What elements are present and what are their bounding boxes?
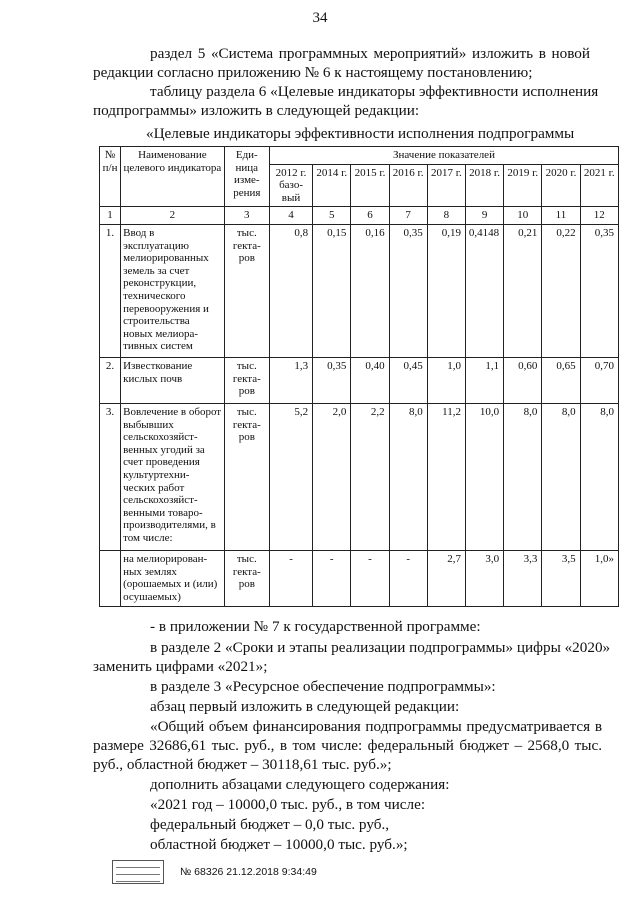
column-number: 3	[224, 207, 269, 225]
row-value: 0,70	[580, 357, 618, 403]
row-value: 0,45	[389, 357, 427, 403]
row-value: 2,7	[427, 550, 465, 606]
row-value: 0,19	[427, 224, 465, 357]
row-value: 0,4148	[465, 224, 503, 357]
after-line-6: «Общий объем финансирования подпрограммы предусматривается в	[150, 718, 602, 735]
table-row	[100, 224, 619, 357]
row-value: -	[351, 550, 389, 606]
column-number: 5	[313, 207, 351, 225]
page-number: 34	[312, 10, 328, 26]
after-line-1: - в приложении № 7 к государственной программе:	[150, 618, 481, 635]
row-value: -	[313, 550, 351, 606]
after-line-3: заменить цифрами «2021»;	[93, 658, 268, 675]
registration-stamp-icon	[112, 860, 164, 884]
row-value: 0,35	[313, 357, 351, 403]
row-value: 0,15	[313, 224, 351, 357]
header-values: Значение показателей	[269, 147, 618, 165]
after-line-10: «2021 год – 10000,0 тыс. руб., в том числе:	[150, 796, 426, 813]
header-name: Наименование целевого индикатора	[121, 147, 225, 207]
after-line-5: абзац первый изложить в следующей редакции:	[150, 698, 460, 715]
row-value: 0,16	[351, 224, 389, 357]
table-row	[100, 403, 619, 550]
row-value: 8,0	[542, 403, 580, 550]
row-value: 0,8	[269, 224, 312, 357]
row-value: 0,22	[542, 224, 580, 357]
row-value: 8,0	[580, 403, 618, 550]
row-value: 0,60	[504, 357, 542, 403]
year-header: 2017 г.	[427, 164, 465, 207]
after-line-2: в разделе 2 «Сроки и этапы реализации подпрограммы» цифры «2020»	[150, 639, 611, 656]
row-num: 2.	[100, 357, 121, 403]
row-value: 10,0	[465, 403, 503, 550]
header-unit: Еди-ница изме-рения	[224, 147, 269, 207]
intro-line-3: таблицу раздела 6 «Целевые индикаторы эффективности исполнения	[150, 83, 599, 100]
row-value: 0,35	[389, 224, 427, 357]
column-number: 11	[542, 207, 580, 225]
row-unit: тыс. гекта-ров	[224, 403, 269, 550]
column-number: 9	[465, 207, 503, 225]
after-line-4: в разделе 3 «Ресурсное обеспечение подпрограммы»:	[150, 678, 496, 695]
row-value: 11,2	[427, 403, 465, 550]
footer-registration: № 68326 21.12.2018 9:34:49	[180, 866, 317, 878]
year-header: 2015 г.	[351, 164, 389, 207]
row-name: на мелиорирован-ных землях (орошаемых и (или) осушаемых)	[121, 550, 225, 606]
column-number: 7	[389, 207, 427, 225]
row-value: 3,5	[542, 550, 580, 606]
year-header: 2021 г.	[580, 164, 618, 207]
header-num: № п/н	[100, 147, 121, 207]
year-header: 2019 г.	[504, 164, 542, 207]
row-name: Известкование кислых почв	[121, 357, 225, 403]
after-line-11: федеральный бюджет – 0,0 тыс. руб.,	[150, 816, 390, 833]
intro-line-2: редакции согласно приложению № 6 к настоящему постановлению;	[93, 64, 533, 81]
row-value: 0,35	[580, 224, 618, 357]
after-line-8: руб., областной бюджет – 30118,61 тыс. руб.»;	[93, 756, 392, 773]
row-value: 0,65	[542, 357, 580, 403]
row-name: Ввод в эксплуатацию мелиорированных земель за счет реконструкции, технического перевооружения и строительства новых мелиора-тивных систем	[121, 224, 225, 357]
row-value: 8,0	[389, 403, 427, 550]
intro-line-4: подпрограммы» изложить в следующей редакции:	[93, 102, 420, 119]
row-value: 0,21	[504, 224, 542, 357]
row-name: Вовлечение в оборот выбывших сельскохозяйст-венных угодий за счет проведения культуртехни-ческих работ сельскохозяйст-венными товаро-производителями, в том числе:	[121, 403, 225, 550]
after-line-12: областной бюджет – 10000,0 тыс. руб.»;	[150, 836, 408, 853]
row-value: 5,2	[269, 403, 312, 550]
after-line-9: дополнить абзацами следующего содержания:	[150, 776, 450, 793]
year-header: 2012 г. базо-вый	[269, 164, 312, 207]
row-value: -	[389, 550, 427, 606]
year-header: 2020 г.	[542, 164, 580, 207]
column-number: 4	[269, 207, 312, 225]
indicators-table	[99, 146, 619, 607]
year-header: 2016 г.	[389, 164, 427, 207]
row-value: 3,0	[465, 550, 503, 606]
row-value: 1,0	[427, 357, 465, 403]
table-row	[100, 550, 619, 606]
row-num	[100, 550, 121, 606]
column-number: 12	[580, 207, 618, 225]
column-number: 6	[351, 207, 389, 225]
row-unit: тыс. гекта-ров	[224, 550, 269, 606]
row-value: 1,0»	[580, 550, 618, 606]
row-value: -	[269, 550, 312, 606]
after-line-7: размере 32686,61 тыс. руб., в том числе: федеральный бюджет – 2568,0 тыс.	[93, 737, 602, 754]
row-value: 1,1	[465, 357, 503, 403]
row-value: 3,3	[504, 550, 542, 606]
row-value: 2,0	[313, 403, 351, 550]
table-title: «Целевые индикаторы эффективности исполнения подпрограммы	[146, 125, 575, 142]
table-row	[100, 357, 619, 403]
row-value: 1,3	[269, 357, 312, 403]
row-num: 1.	[100, 224, 121, 357]
column-number: 1	[100, 207, 121, 225]
row-unit: тыс. гекта-ров	[224, 224, 269, 357]
column-number: 10	[504, 207, 542, 225]
row-unit: тыс. гекта-ров	[224, 357, 269, 403]
intro-line-1: раздел 5 «Система программных мероприятий» изложить в новой	[150, 45, 590, 62]
row-value: 0,40	[351, 357, 389, 403]
row-value: 8,0	[504, 403, 542, 550]
row-value: 2,2	[351, 403, 389, 550]
year-header: 2018 г.	[465, 164, 503, 207]
column-number: 8	[427, 207, 465, 225]
year-header: 2014 г.	[313, 164, 351, 207]
column-number: 2	[121, 207, 225, 225]
row-num: 3.	[100, 403, 121, 550]
column-number-row	[100, 207, 619, 225]
